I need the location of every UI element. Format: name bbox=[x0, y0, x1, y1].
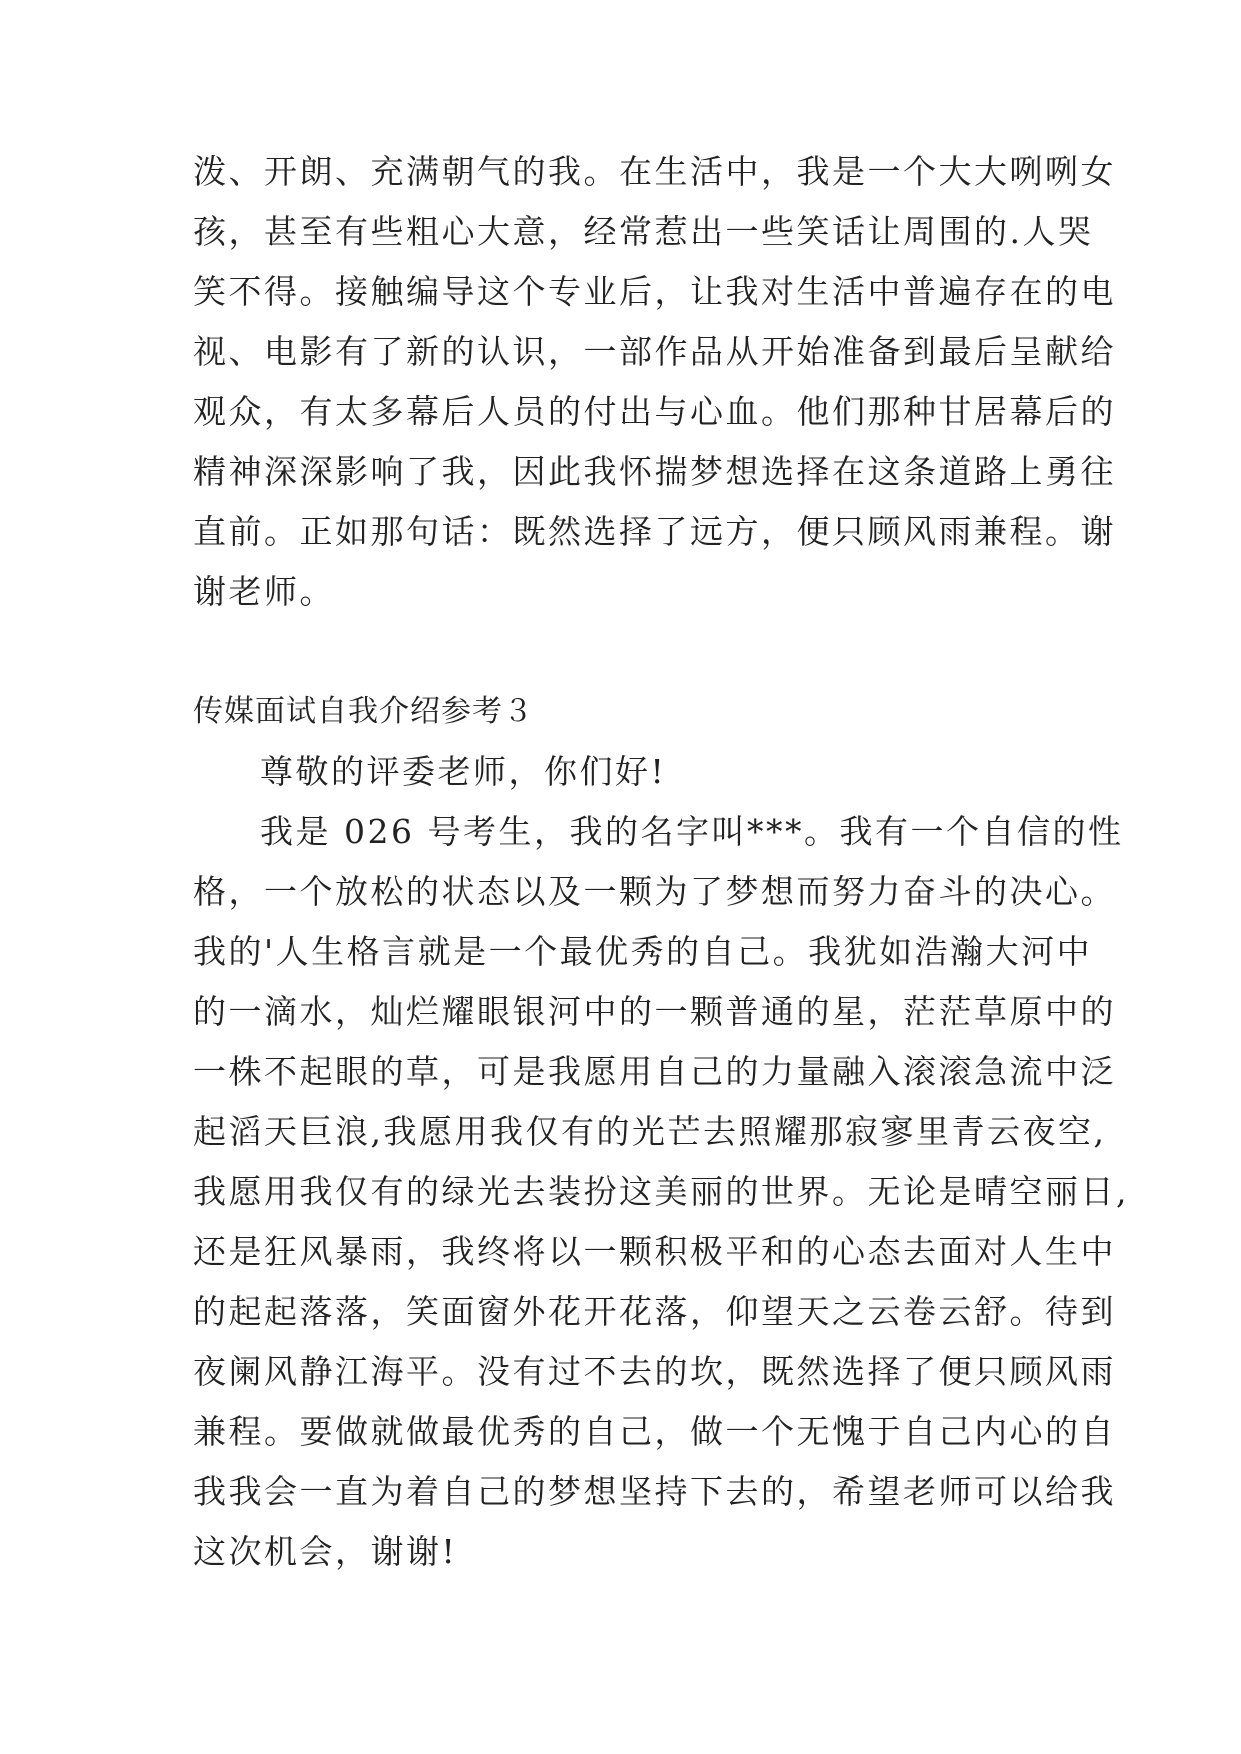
paragraph-line: 孩，甚至有些粗心大意，经常惹出一些笑话让周围的.人哭 bbox=[193, 212, 1094, 251]
paragraph-line: 视、电影有了新的认识，一部作品从开始准备到最后呈献给 bbox=[193, 332, 1116, 371]
paragraph-line: 还是狂风暴雨，我终将以一颗积极平和的心态去面对人生中 bbox=[193, 1232, 1116, 1271]
paragraph-line: 观众，有太多幕后人员的付出与心血。他们那种甘居幕后的 bbox=[193, 392, 1116, 431]
paragraph-line: 直前。正如那句话：既然选择了远方，便只顾风雨兼程。谢 bbox=[193, 512, 1116, 551]
paragraph-line: 这次机会，谢谢! bbox=[193, 1532, 458, 1571]
paragraph-line: 的起起落落，笑面窗外花开花落，仰望天之云卷云舒。待到 bbox=[193, 1292, 1116, 1331]
paragraph-line: 格，一个放松的状态以及一颗为了梦想而努力奋斗的决心。 bbox=[193, 872, 1116, 911]
paragraph-line: 我愿用我仅有的绿光去装扮这美丽的世界。无论是晴空丽日, bbox=[193, 1172, 1129, 1211]
paragraph-line: 我我会一直为着自己的梦想坚持下去的，希望老师可以给我 bbox=[193, 1472, 1116, 1511]
greeting-line: 尊敬的评委老师，你们好! bbox=[260, 752, 667, 791]
paragraph-line: 泼、开朗、充满朝气的我。在生活中，我是一个大大咧咧女 bbox=[193, 152, 1116, 191]
paragraph-line: 笑不得。接触编导这个专业后，让我对生活中普遍存在的电 bbox=[193, 272, 1116, 311]
section-heading: 传媒面试自我介绍参考３ bbox=[193, 694, 534, 729]
paragraph-line: 兼程。要做就做最优秀的自己，做一个无愧于自己内心的自 bbox=[193, 1412, 1116, 1451]
paragraph-line: 的一滴水，灿烂耀眼银河中的一颗普通的星，茫茫草原中的 bbox=[193, 992, 1116, 1031]
paragraph-line: 一株不起眼的草，可是我愿用自己的力量融入滚滚急流中泛 bbox=[193, 1052, 1116, 1091]
paragraph-line: 起滔天巨浪,我愿用我仅有的光芒去照耀那寂寥里青云夜空, bbox=[193, 1112, 1107, 1151]
paragraph-line: 我的'人生格言就是一个最优秀的自己。我犹如浩瀚大河中 bbox=[193, 932, 1093, 971]
paragraph-line: 我是 026 号考生，我的名字叫***。我有一个自信的性 bbox=[260, 812, 1124, 851]
paragraph-line: 夜阑风静江海平。没有过不去的坎，既然选择了便只顾风雨 bbox=[193, 1352, 1116, 1391]
paragraph-line: 谢老师。 bbox=[193, 572, 335, 611]
paragraph-line: 精神深深影响了我，因此我怀揣梦想选择在这条道路上勇往 bbox=[193, 452, 1116, 491]
